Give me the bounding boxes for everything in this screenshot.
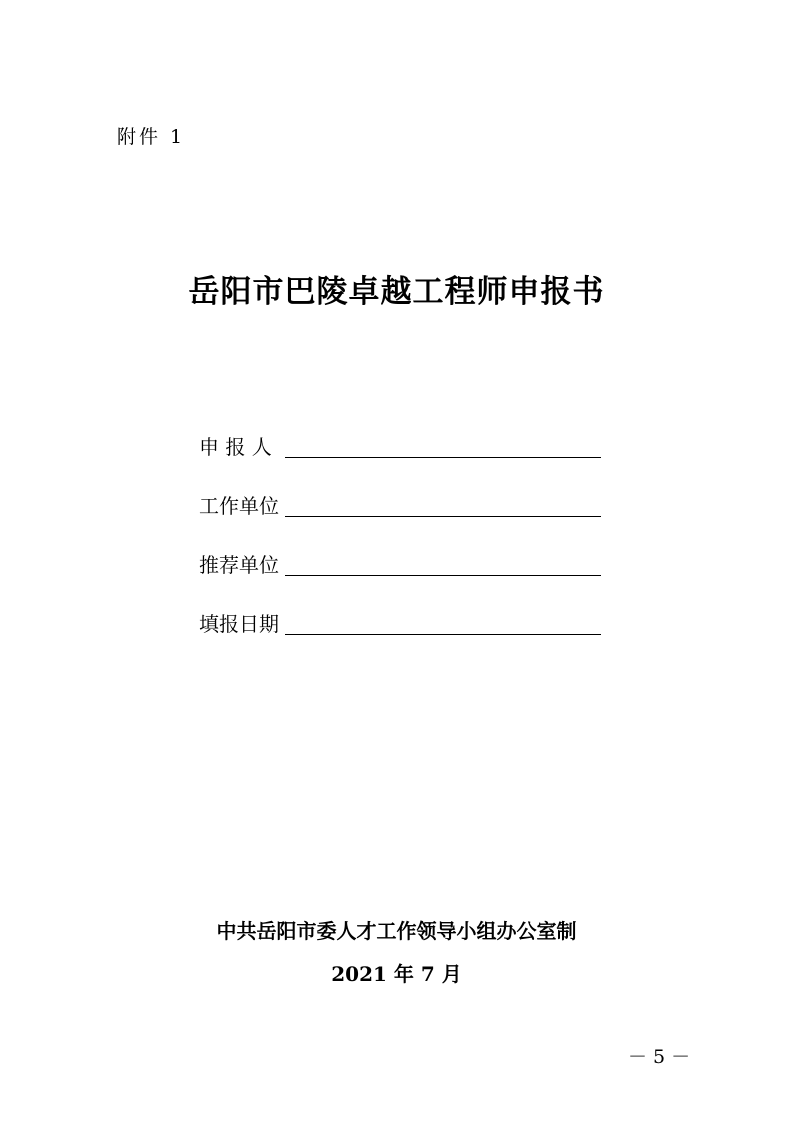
form-row-work-unit [199, 489, 609, 519]
applicant-field[interactable] [285, 457, 601, 458]
issuer-line: 中共岳阳市委人才工作领导小组办公室制 [216, 919, 577, 943]
page-number: － 5 － [628, 1046, 691, 1068]
issue-date: 2021 年 7 月 [331, 962, 462, 986]
fill-date-label: 填报日期 [199, 612, 279, 636]
document-title: 岳阳市巴陵卓越工程师申报书 [188, 274, 605, 310]
form-row-fill-date [199, 607, 609, 637]
fill-date-field[interactable] [285, 634, 601, 635]
work-unit-field[interactable] [285, 516, 601, 517]
work-unit-label: 工作单位 [199, 494, 279, 518]
recommending-unit-field[interactable] [285, 575, 601, 576]
applicant-label: 申 报 人 [199, 435, 272, 459]
attachment-label: 附件 1 [117, 126, 186, 148]
application-form [199, 430, 609, 666]
recommending-unit-label: 推荐单位 [199, 553, 279, 577]
form-row-applicant [199, 430, 609, 460]
form-row-recommending-unit [199, 548, 609, 578]
